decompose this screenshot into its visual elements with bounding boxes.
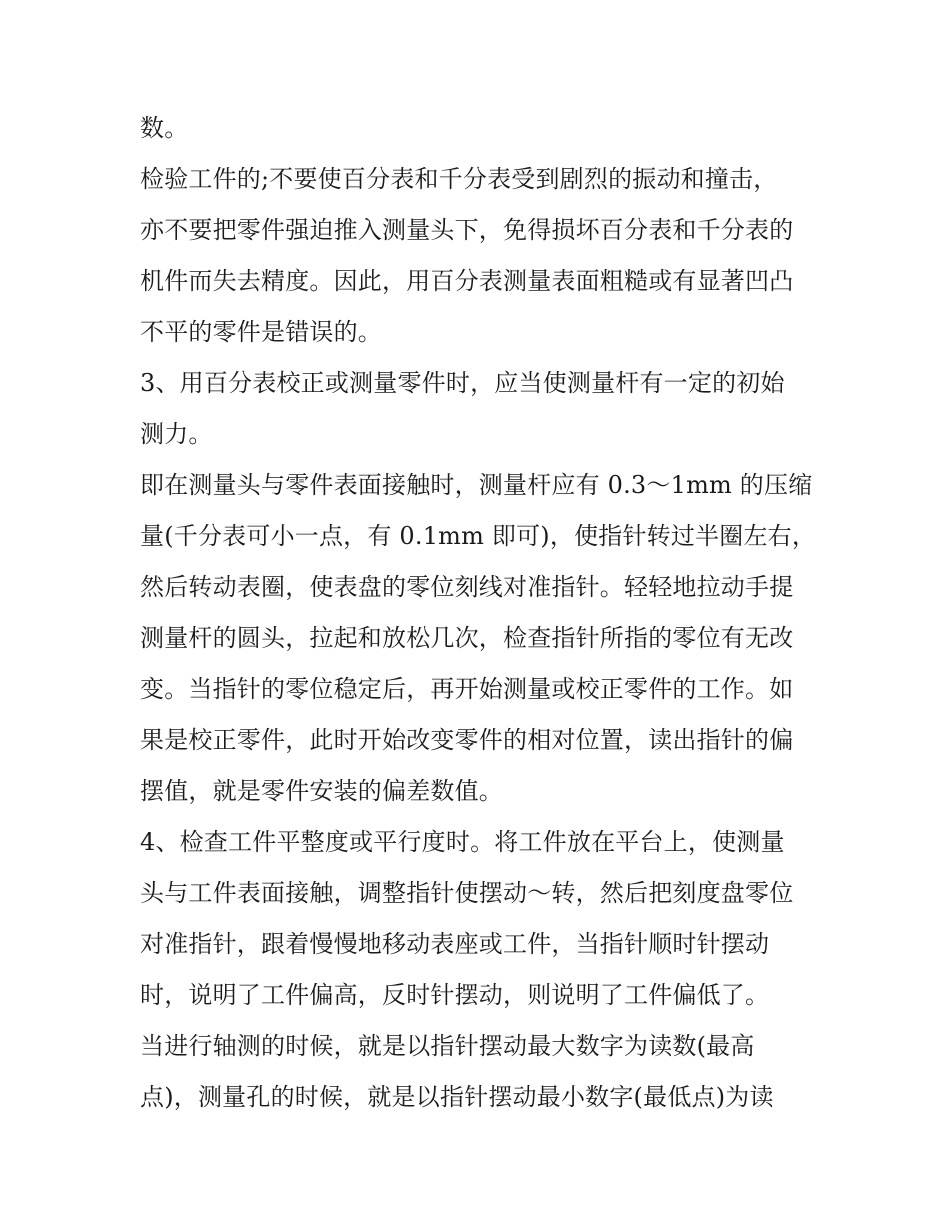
text-line: 量(千分表可小一点，有 0.1mm 即可)，使指针转过半圈左右， bbox=[140, 522, 817, 550]
text-line: 即在测量头与零件表面接触时，测量杆应有 0.3～1mm 的压缩 bbox=[140, 471, 813, 499]
text-line: 对准指针，跟着慢慢地移动表座或工件，当指针顺时针摆动 bbox=[140, 930, 770, 958]
text-line: 4、检查工件平整度或平行度时。将工件放在平台上，使测量 bbox=[140, 828, 785, 856]
text-line: 测量杆的圆头，拉起和放松几次，检查指针所指的零位有无改 bbox=[140, 624, 794, 652]
text-line: 机件而失去精度。因此，用百分表测量表面粗糙或有显著凹凸 bbox=[140, 267, 794, 295]
text-line: 亦不要把零件强迫推入测量头下，免得损坏百分表和千分表的 bbox=[140, 216, 794, 244]
text-line: 摆值，就是零件安装的偏差数值。 bbox=[140, 777, 503, 805]
text-line: 头与工件表面接触，调整指针使摆动～转，然后把刻度盘零位 bbox=[140, 879, 794, 907]
text-line: 3、用百分表校正或测量零件时，应当使测量杆有一定的初始 bbox=[140, 369, 785, 397]
body-text bbox=[140, 103, 830, 1123]
text-line: 不平的零件是错误的。 bbox=[140, 318, 382, 346]
text-line: 测力。 bbox=[140, 420, 213, 448]
text-line: 然后转动表圈，使表盘的零位刻线对准指针。轻轻地拉动手提 bbox=[140, 573, 794, 601]
text-line: 检验工件的;不要使百分表和千分表受到剧烈的振动和撞击， bbox=[140, 165, 778, 193]
text-line: 点)，测量孔的时候，就是以指针摆动最小数字(最低点)为读 bbox=[140, 1083, 774, 1111]
text-line: 时，说明了工件偏高，反时针摆动，则说明了工件偏低了。 bbox=[140, 981, 770, 1009]
text-line: 数。 bbox=[140, 114, 189, 142]
text-line: 当进行轴测的时候，就是以指针摆动最大数字为读数(最高 bbox=[140, 1032, 755, 1060]
text-line: 果是校正零件，此时开始改变零件的相对位置，读出指针的偏 bbox=[140, 726, 794, 754]
text-line: 变。当指针的零位稳定后，再开始测量或校正零件的工作。如 bbox=[140, 675, 794, 703]
